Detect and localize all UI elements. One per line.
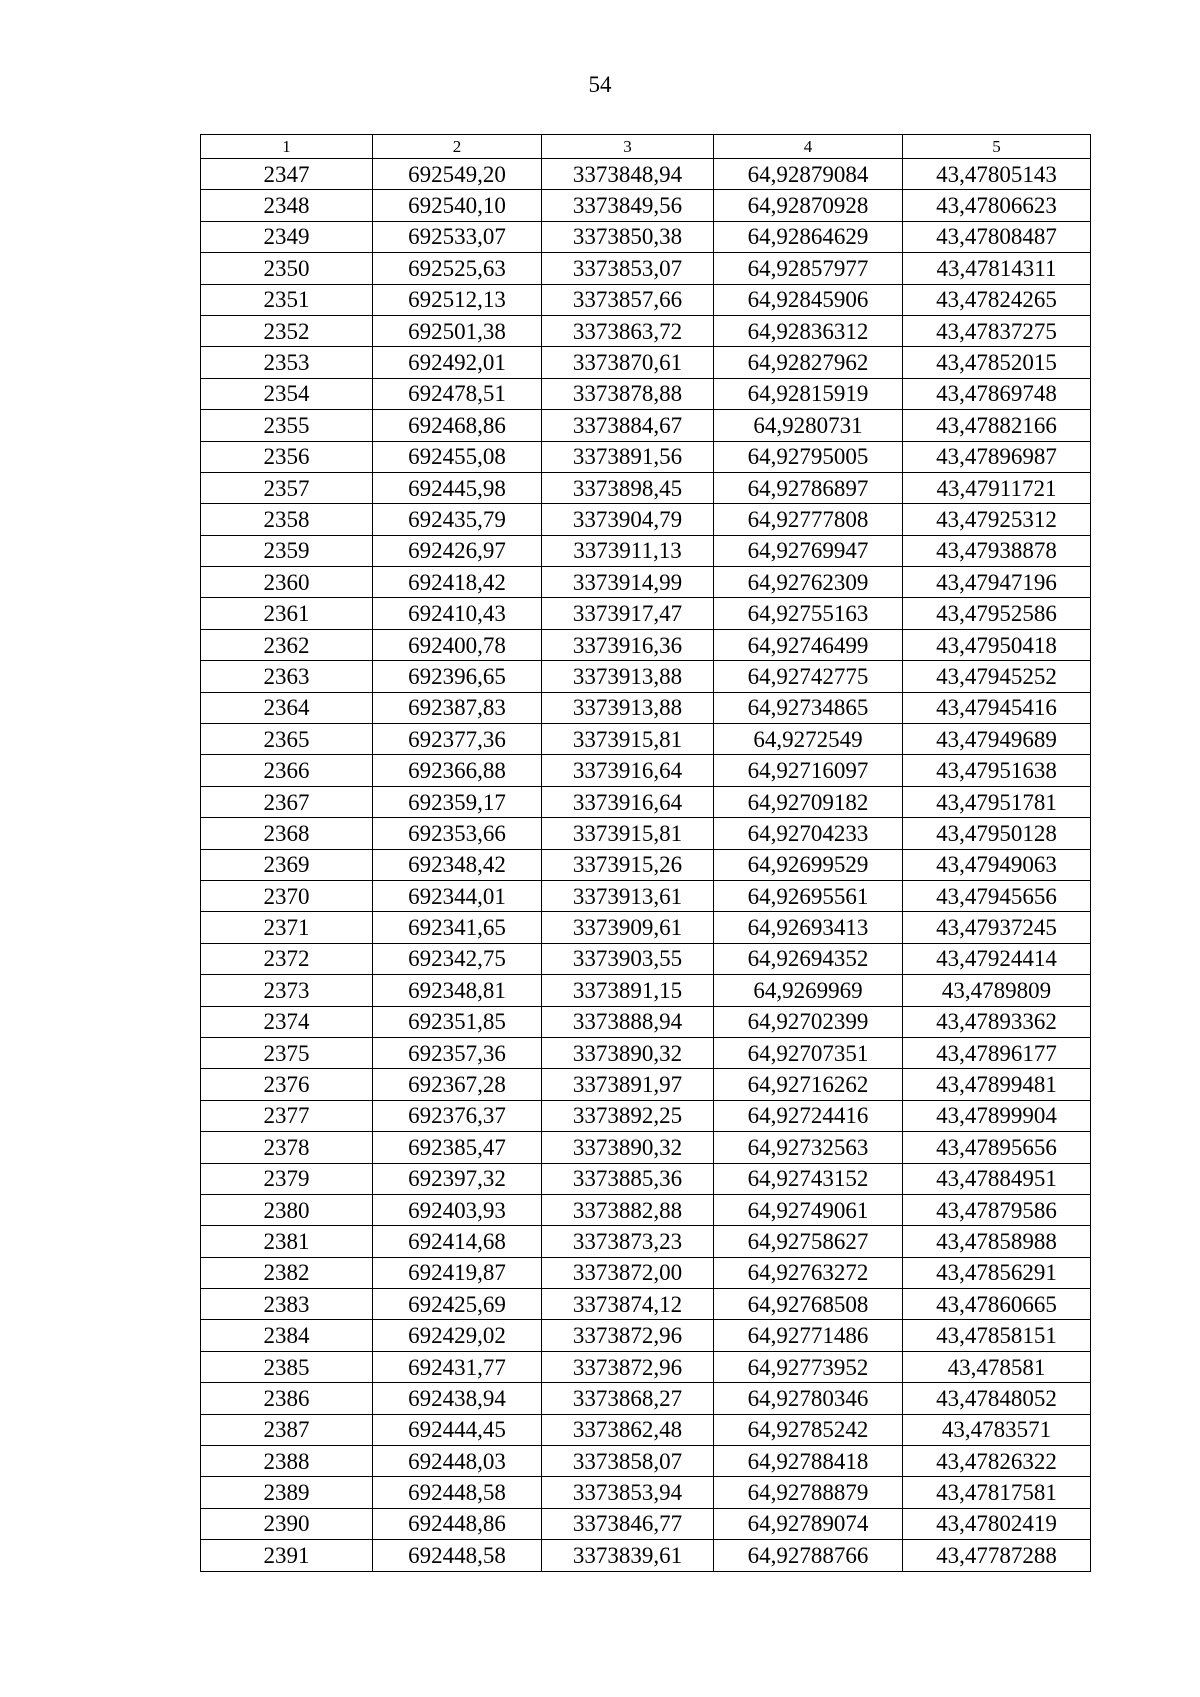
table-row xyxy=(201,1037,1091,1068)
table-row xyxy=(201,284,1091,315)
x-coordinate-cell: 692385,47 xyxy=(373,1132,542,1163)
table-row xyxy=(201,629,1091,660)
table-row xyxy=(201,692,1091,723)
x-coordinate-cell: 692353,66 xyxy=(373,818,542,849)
latitude-cell: 64,92763272 xyxy=(714,1257,903,1288)
y-coordinate-cell: 3373913,88 xyxy=(542,661,714,692)
x-coordinate-cell: 692419,87 xyxy=(373,1257,542,1288)
y-coordinate-cell: 3373904,79 xyxy=(542,504,714,535)
x-coordinate-cell: 692448,58 xyxy=(373,1540,542,1571)
table-row xyxy=(201,755,1091,786)
point-number-cell: 2383 xyxy=(201,1289,373,1320)
x-coordinate-cell: 692396,65 xyxy=(373,661,542,692)
longitude-cell: 43,47848052 xyxy=(903,1383,1091,1414)
latitude-cell: 64,92788418 xyxy=(714,1446,903,1477)
table-row xyxy=(201,912,1091,943)
point-number-cell: 2377 xyxy=(201,1100,373,1131)
longitude-cell: 43,47824265 xyxy=(903,284,1091,315)
point-number-cell: 2350 xyxy=(201,253,373,284)
y-coordinate-cell: 3373872,96 xyxy=(542,1320,714,1351)
table-row xyxy=(201,1477,1091,1508)
table-row xyxy=(201,378,1091,409)
latitude-cell: 64,92768508 xyxy=(714,1289,903,1320)
longitude-cell: 43,47947196 xyxy=(903,567,1091,598)
x-coordinate-cell: 692342,75 xyxy=(373,943,542,974)
table-row xyxy=(201,1540,1091,1571)
y-coordinate-cell: 3373853,94 xyxy=(542,1477,714,1508)
table-row xyxy=(201,1289,1091,1320)
latitude-cell: 64,92707351 xyxy=(714,1037,903,1068)
point-number-cell: 2355 xyxy=(201,410,373,441)
y-coordinate-cell: 3373916,64 xyxy=(542,755,714,786)
point-number-cell: 2380 xyxy=(201,1194,373,1225)
longitude-cell: 43,47802419 xyxy=(903,1508,1091,1539)
latitude-cell: 64,92870928 xyxy=(714,190,903,221)
point-number-cell: 2359 xyxy=(201,535,373,566)
latitude-cell: 64,92716262 xyxy=(714,1069,903,1100)
point-number-cell: 2387 xyxy=(201,1414,373,1445)
latitude-cell: 64,92780346 xyxy=(714,1383,903,1414)
point-number-cell: 2363 xyxy=(201,661,373,692)
point-number-cell: 2367 xyxy=(201,786,373,817)
point-number-cell: 2376 xyxy=(201,1069,373,1100)
longitude-cell: 43,47896177 xyxy=(903,1037,1091,1068)
point-number-cell: 2365 xyxy=(201,724,373,755)
y-coordinate-cell: 3373917,47 xyxy=(542,598,714,629)
point-number-cell: 2382 xyxy=(201,1257,373,1288)
x-coordinate-cell: 692468,86 xyxy=(373,410,542,441)
x-coordinate-cell: 692425,69 xyxy=(373,1289,542,1320)
latitude-cell: 64,92785242 xyxy=(714,1414,903,1445)
longitude-cell: 43,47899904 xyxy=(903,1100,1091,1131)
y-coordinate-cell: 3373870,61 xyxy=(542,347,714,378)
x-coordinate-cell: 692414,68 xyxy=(373,1226,542,1257)
longitude-cell: 43,47924414 xyxy=(903,943,1091,974)
latitude-cell: 64,92704233 xyxy=(714,818,903,849)
longitude-cell: 43,47945416 xyxy=(903,692,1091,723)
longitude-cell: 43,47806623 xyxy=(903,190,1091,221)
point-number-cell: 2348 xyxy=(201,190,373,221)
latitude-cell: 64,92762309 xyxy=(714,567,903,598)
table-row xyxy=(201,661,1091,692)
y-coordinate-cell: 3373873,23 xyxy=(542,1226,714,1257)
latitude-cell: 64,92769947 xyxy=(714,535,903,566)
point-number-cell: 2372 xyxy=(201,943,373,974)
point-number-cell: 2351 xyxy=(201,284,373,315)
table-row xyxy=(201,1226,1091,1257)
latitude-cell: 64,9280731 xyxy=(714,410,903,441)
longitude-cell: 43,47911721 xyxy=(903,472,1091,503)
point-number-cell: 2375 xyxy=(201,1037,373,1068)
latitude-cell: 64,92795005 xyxy=(714,441,903,472)
x-coordinate-cell: 692348,81 xyxy=(373,975,542,1006)
y-coordinate-cell: 3373911,13 xyxy=(542,535,714,566)
point-number-cell: 2389 xyxy=(201,1477,373,1508)
table-row xyxy=(201,1163,1091,1194)
latitude-cell: 64,92789074 xyxy=(714,1508,903,1539)
page-number: 54 xyxy=(588,72,612,97)
latitude-cell: 64,9269969 xyxy=(714,975,903,1006)
x-coordinate-cell: 692501,38 xyxy=(373,315,542,346)
longitude-cell: 43,47899481 xyxy=(903,1069,1091,1100)
table-row xyxy=(201,441,1091,472)
y-coordinate-cell: 3373890,32 xyxy=(542,1132,714,1163)
latitude-cell: 64,92827962 xyxy=(714,347,903,378)
latitude-cell: 64,92864629 xyxy=(714,221,903,252)
point-number-cell: 2388 xyxy=(201,1446,373,1477)
y-coordinate-cell: 3373915,81 xyxy=(542,818,714,849)
y-coordinate-cell: 3373848,94 xyxy=(542,159,714,190)
y-coordinate-cell: 3373849,56 xyxy=(542,190,714,221)
longitude-cell: 43,47882166 xyxy=(903,410,1091,441)
y-coordinate-cell: 3373915,26 xyxy=(542,849,714,880)
x-coordinate-cell: 692400,78 xyxy=(373,629,542,660)
latitude-cell: 64,92815919 xyxy=(714,378,903,409)
point-number-cell: 2390 xyxy=(201,1508,373,1539)
latitude-cell: 64,92777808 xyxy=(714,504,903,535)
table-row xyxy=(201,943,1091,974)
y-coordinate-cell: 3373903,55 xyxy=(542,943,714,974)
x-coordinate-cell: 692492,01 xyxy=(373,347,542,378)
point-number-cell: 2360 xyxy=(201,567,373,598)
latitude-cell: 64,92734865 xyxy=(714,692,903,723)
latitude-cell: 64,92749061 xyxy=(714,1194,903,1225)
longitude-cell: 43,4789809 xyxy=(903,975,1091,1006)
y-coordinate-cell: 3373872,96 xyxy=(542,1351,714,1382)
table-row xyxy=(201,1383,1091,1414)
table-row xyxy=(201,818,1091,849)
point-number-cell: 2352 xyxy=(201,315,373,346)
x-coordinate-cell: 692403,93 xyxy=(373,1194,542,1225)
x-coordinate-cell: 692418,42 xyxy=(373,567,542,598)
latitude-cell: 64,92716097 xyxy=(714,755,903,786)
longitude-cell: 43,47852015 xyxy=(903,347,1091,378)
point-number-cell: 2349 xyxy=(201,221,373,252)
table-row xyxy=(201,1132,1091,1163)
latitude-cell: 64,92755163 xyxy=(714,598,903,629)
table-row xyxy=(201,724,1091,755)
longitude-cell: 43,47808487 xyxy=(903,221,1091,252)
point-number-cell: 2384 xyxy=(201,1320,373,1351)
table-row xyxy=(201,1006,1091,1037)
y-coordinate-cell: 3373885,36 xyxy=(542,1163,714,1194)
y-coordinate-cell: 3373862,48 xyxy=(542,1414,714,1445)
x-coordinate-cell: 692540,10 xyxy=(373,190,542,221)
y-coordinate-cell: 3373891,15 xyxy=(542,975,714,1006)
point-number-cell: 2357 xyxy=(201,472,373,503)
point-number-cell: 2373 xyxy=(201,975,373,1006)
table-row xyxy=(201,347,1091,378)
point-number-cell: 2369 xyxy=(201,849,373,880)
longitude-cell: 43,47949063 xyxy=(903,849,1091,880)
table-row xyxy=(201,1069,1091,1100)
x-coordinate-cell: 692429,02 xyxy=(373,1320,542,1351)
table-row xyxy=(201,159,1091,190)
point-number-cell: 2356 xyxy=(201,441,373,472)
y-coordinate-cell: 3373888,94 xyxy=(542,1006,714,1037)
point-number-cell: 2391 xyxy=(201,1540,373,1571)
table-row xyxy=(201,1257,1091,1288)
y-coordinate-cell: 3373853,07 xyxy=(542,253,714,284)
longitude-cell: 43,47787288 xyxy=(903,1540,1091,1571)
x-coordinate-cell: 692357,36 xyxy=(373,1037,542,1068)
x-coordinate-cell: 692512,13 xyxy=(373,284,542,315)
x-coordinate-cell: 692448,03 xyxy=(373,1446,542,1477)
point-number-cell: 2378 xyxy=(201,1132,373,1163)
column-header-4: 4 xyxy=(714,135,903,159)
table-row xyxy=(201,504,1091,535)
x-coordinate-cell: 692348,42 xyxy=(373,849,542,880)
longitude-cell: 43,47858988 xyxy=(903,1226,1091,1257)
y-coordinate-cell: 3373892,25 xyxy=(542,1100,714,1131)
y-coordinate-cell: 3373891,97 xyxy=(542,1069,714,1100)
table-row xyxy=(201,1100,1091,1131)
x-coordinate-cell: 692376,37 xyxy=(373,1100,542,1131)
latitude-cell: 64,92699529 xyxy=(714,849,903,880)
y-coordinate-cell: 3373913,61 xyxy=(542,880,714,911)
latitude-cell: 64,92742775 xyxy=(714,661,903,692)
y-coordinate-cell: 3373839,61 xyxy=(542,1540,714,1571)
latitude-cell: 64,92788879 xyxy=(714,1477,903,1508)
latitude-cell: 64,92773952 xyxy=(714,1351,903,1382)
column-header-3: 3 xyxy=(542,135,714,159)
header-row xyxy=(201,135,1091,159)
coordinates-table xyxy=(200,134,1091,1572)
x-coordinate-cell: 692351,85 xyxy=(373,1006,542,1037)
y-coordinate-cell: 3373858,07 xyxy=(542,1446,714,1477)
x-coordinate-cell: 692359,17 xyxy=(373,786,542,817)
table-row xyxy=(201,849,1091,880)
point-number-cell: 2381 xyxy=(201,1226,373,1257)
latitude-cell: 64,92694352 xyxy=(714,943,903,974)
x-coordinate-cell: 692366,88 xyxy=(373,755,542,786)
column-header-2: 2 xyxy=(373,135,542,159)
table-row xyxy=(201,221,1091,252)
table-row xyxy=(201,535,1091,566)
point-number-cell: 2386 xyxy=(201,1383,373,1414)
latitude-cell: 64,92786897 xyxy=(714,472,903,503)
latitude-cell: 64,92845906 xyxy=(714,284,903,315)
latitude-cell: 64,92857977 xyxy=(714,253,903,284)
point-number-cell: 2364 xyxy=(201,692,373,723)
latitude-cell: 64,9272549 xyxy=(714,724,903,755)
latitude-cell: 64,92709182 xyxy=(714,786,903,817)
point-number-cell: 2353 xyxy=(201,347,373,378)
latitude-cell: 64,92771486 xyxy=(714,1320,903,1351)
table-row xyxy=(201,1414,1091,1445)
table-row xyxy=(201,1446,1091,1477)
latitude-cell: 64,92693413 xyxy=(714,912,903,943)
y-coordinate-cell: 3373916,64 xyxy=(542,786,714,817)
point-number-cell: 2368 xyxy=(201,818,373,849)
x-coordinate-cell: 692525,63 xyxy=(373,253,542,284)
point-number-cell: 2362 xyxy=(201,629,373,660)
y-coordinate-cell: 3373891,56 xyxy=(542,441,714,472)
table-body xyxy=(201,159,1091,1572)
y-coordinate-cell: 3373915,81 xyxy=(542,724,714,755)
longitude-cell: 43,47937245 xyxy=(903,912,1091,943)
x-coordinate-cell: 692410,43 xyxy=(373,598,542,629)
table-header xyxy=(201,135,1091,159)
x-coordinate-cell: 692445,98 xyxy=(373,472,542,503)
longitude-cell: 43,47884951 xyxy=(903,1163,1091,1194)
point-number-cell: 2370 xyxy=(201,880,373,911)
table-row xyxy=(201,253,1091,284)
point-number-cell: 2366 xyxy=(201,755,373,786)
y-coordinate-cell: 3373884,67 xyxy=(542,410,714,441)
longitude-cell: 43,47896987 xyxy=(903,441,1091,472)
point-number-cell: 2358 xyxy=(201,504,373,535)
longitude-cell: 43,47950128 xyxy=(903,818,1091,849)
x-coordinate-cell: 692431,77 xyxy=(373,1351,542,1382)
longitude-cell: 43,47856291 xyxy=(903,1257,1091,1288)
longitude-cell: 43,47817581 xyxy=(903,1477,1091,1508)
table-row xyxy=(201,880,1091,911)
x-coordinate-cell: 692455,08 xyxy=(373,441,542,472)
point-number-cell: 2371 xyxy=(201,912,373,943)
latitude-cell: 64,92746499 xyxy=(714,629,903,660)
table-row xyxy=(201,567,1091,598)
x-coordinate-cell: 692533,07 xyxy=(373,221,542,252)
column-header-1: 1 xyxy=(201,135,373,159)
table-row xyxy=(201,190,1091,221)
x-coordinate-cell: 692549,20 xyxy=(373,159,542,190)
latitude-cell: 64,92879084 xyxy=(714,159,903,190)
longitude-cell: 43,47879586 xyxy=(903,1194,1091,1225)
x-coordinate-cell: 692438,94 xyxy=(373,1383,542,1414)
table-row xyxy=(201,1351,1091,1382)
longitude-cell: 43,47950418 xyxy=(903,629,1091,660)
longitude-cell: 43,47925312 xyxy=(903,504,1091,535)
longitude-cell: 43,47869748 xyxy=(903,378,1091,409)
y-coordinate-cell: 3373846,77 xyxy=(542,1508,714,1539)
longitude-cell: 43,47893362 xyxy=(903,1006,1091,1037)
y-coordinate-cell: 3373878,88 xyxy=(542,378,714,409)
x-coordinate-cell: 692435,79 xyxy=(373,504,542,535)
y-coordinate-cell: 3373890,32 xyxy=(542,1037,714,1068)
x-coordinate-cell: 692426,97 xyxy=(373,535,542,566)
y-coordinate-cell: 3373863,72 xyxy=(542,315,714,346)
x-coordinate-cell: 692448,86 xyxy=(373,1508,542,1539)
y-coordinate-cell: 3373850,38 xyxy=(542,221,714,252)
latitude-cell: 64,92702399 xyxy=(714,1006,903,1037)
point-number-cell: 2379 xyxy=(201,1163,373,1194)
longitude-cell: 43,47952586 xyxy=(903,598,1091,629)
longitude-cell: 43,47945252 xyxy=(903,661,1091,692)
table-row xyxy=(201,1320,1091,1351)
latitude-cell: 64,92788766 xyxy=(714,1540,903,1571)
longitude-cell: 43,478581 xyxy=(903,1351,1091,1382)
y-coordinate-cell: 3373868,27 xyxy=(542,1383,714,1414)
table-row xyxy=(201,786,1091,817)
table-row xyxy=(201,1508,1091,1539)
longitude-cell: 43,47949689 xyxy=(903,724,1091,755)
longitude-cell: 43,47945656 xyxy=(903,880,1091,911)
longitude-cell: 43,47860665 xyxy=(903,1289,1091,1320)
table-row xyxy=(201,315,1091,346)
point-number-cell: 2347 xyxy=(201,159,373,190)
longitude-cell: 43,4783571 xyxy=(903,1414,1091,1445)
y-coordinate-cell: 3373857,66 xyxy=(542,284,714,315)
table-row xyxy=(201,975,1091,1006)
y-coordinate-cell: 3373882,88 xyxy=(542,1194,714,1225)
latitude-cell: 64,92724416 xyxy=(714,1100,903,1131)
latitude-cell: 64,92732563 xyxy=(714,1132,903,1163)
table-row xyxy=(201,1194,1091,1225)
point-number-cell: 2385 xyxy=(201,1351,373,1382)
x-coordinate-cell: 692377,36 xyxy=(373,724,542,755)
x-coordinate-cell: 692444,45 xyxy=(373,1414,542,1445)
table-row xyxy=(201,410,1091,441)
y-coordinate-cell: 3373872,00 xyxy=(542,1257,714,1288)
longitude-cell: 43,47938878 xyxy=(903,535,1091,566)
x-coordinate-cell: 692341,65 xyxy=(373,912,542,943)
x-coordinate-cell: 692344,01 xyxy=(373,880,542,911)
point-number-cell: 2354 xyxy=(201,378,373,409)
y-coordinate-cell: 3373914,99 xyxy=(542,567,714,598)
latitude-cell: 64,92836312 xyxy=(714,315,903,346)
longitude-cell: 43,47826322 xyxy=(903,1446,1091,1477)
longitude-cell: 43,47895656 xyxy=(903,1132,1091,1163)
latitude-cell: 64,92695561 xyxy=(714,880,903,911)
y-coordinate-cell: 3373898,45 xyxy=(542,472,714,503)
point-number-cell: 2361 xyxy=(201,598,373,629)
table-row xyxy=(201,598,1091,629)
x-coordinate-cell: 692367,28 xyxy=(373,1069,542,1100)
latitude-cell: 64,92758627 xyxy=(714,1226,903,1257)
y-coordinate-cell: 3373909,61 xyxy=(542,912,714,943)
longitude-cell: 43,47858151 xyxy=(903,1320,1091,1351)
y-coordinate-cell: 3373913,88 xyxy=(542,692,714,723)
longitude-cell: 43,47814311 xyxy=(903,253,1091,284)
latitude-cell: 64,92743152 xyxy=(714,1163,903,1194)
x-coordinate-cell: 692448,58 xyxy=(373,1477,542,1508)
point-number-cell: 2374 xyxy=(201,1006,373,1037)
y-coordinate-cell: 3373874,12 xyxy=(542,1289,714,1320)
longitude-cell: 43,47837275 xyxy=(903,315,1091,346)
column-header-5: 5 xyxy=(903,135,1091,159)
longitude-cell: 43,47805143 xyxy=(903,159,1091,190)
x-coordinate-cell: 692397,32 xyxy=(373,1163,542,1194)
table-row xyxy=(201,472,1091,503)
longitude-cell: 43,47951638 xyxy=(903,755,1091,786)
x-coordinate-cell: 692478,51 xyxy=(373,378,542,409)
x-coordinate-cell: 692387,83 xyxy=(373,692,542,723)
y-coordinate-cell: 3373916,36 xyxy=(542,629,714,660)
longitude-cell: 43,47951781 xyxy=(903,786,1091,817)
